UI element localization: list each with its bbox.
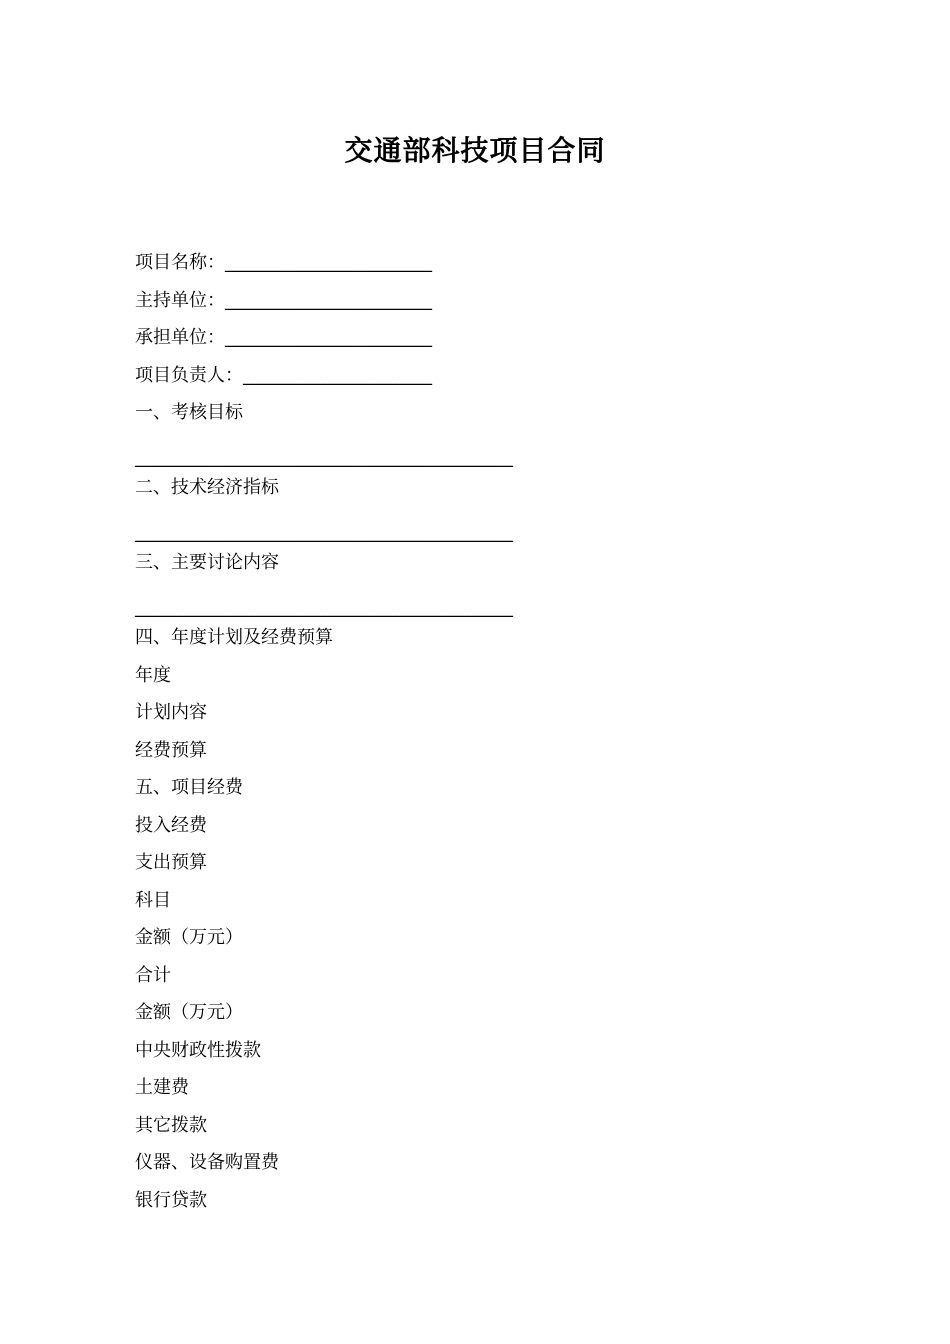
list-item: 投入经费	[135, 814, 207, 836]
blank-line-technical-indicators: __________________________________________	[135, 521, 513, 543]
blank-line-assessment-goals: __________________________________________	[135, 446, 513, 468]
section-heading-annual-plan: 四、年度计划及经费预算	[135, 627, 333, 648]
list-item: 仪器、设备购置费	[135, 1152, 279, 1173]
list-item: 银行贷款	[135, 1189, 207, 1211]
section-heading-main-content: 三、主要讨论内容	[135, 552, 279, 573]
list-item: 支出预算	[135, 852, 207, 873]
field-undertaking-unit: 承担单位：_______________________	[135, 327, 432, 348]
section-heading-technical-indicators: 二、技术经济指标	[135, 477, 279, 498]
list-item: 年度	[135, 664, 171, 686]
list-item: 经费预算	[135, 739, 207, 761]
blank-line-main-content: __________________________________________	[135, 596, 513, 618]
document-title: 交通部科技项目合同	[344, 134, 606, 167]
field-project-name: 项目名称：_______________________	[135, 252, 432, 273]
list-item: 中央财政性拨款	[135, 1039, 261, 1061]
list-item: 其它拨款	[135, 1114, 207, 1136]
list-item: 合计	[135, 964, 171, 986]
field-host-unit: 主持单位：_______________________	[135, 289, 432, 311]
list-item: 科目	[135, 889, 171, 911]
list-item: 计划内容	[135, 702, 207, 723]
field-project-leader: 项目负责人：_____________________	[135, 364, 432, 386]
section-heading-project-funds: 五、项目经费	[135, 777, 243, 798]
list-item: 金额（万元）	[135, 927, 243, 948]
section-heading-assessment-goals: 一、考核目标	[135, 402, 243, 423]
document-body	[135, 248, 835, 1223]
list-item: 金额（万元）	[135, 1002, 243, 1023]
list-item: 土建费	[135, 1077, 189, 1098]
